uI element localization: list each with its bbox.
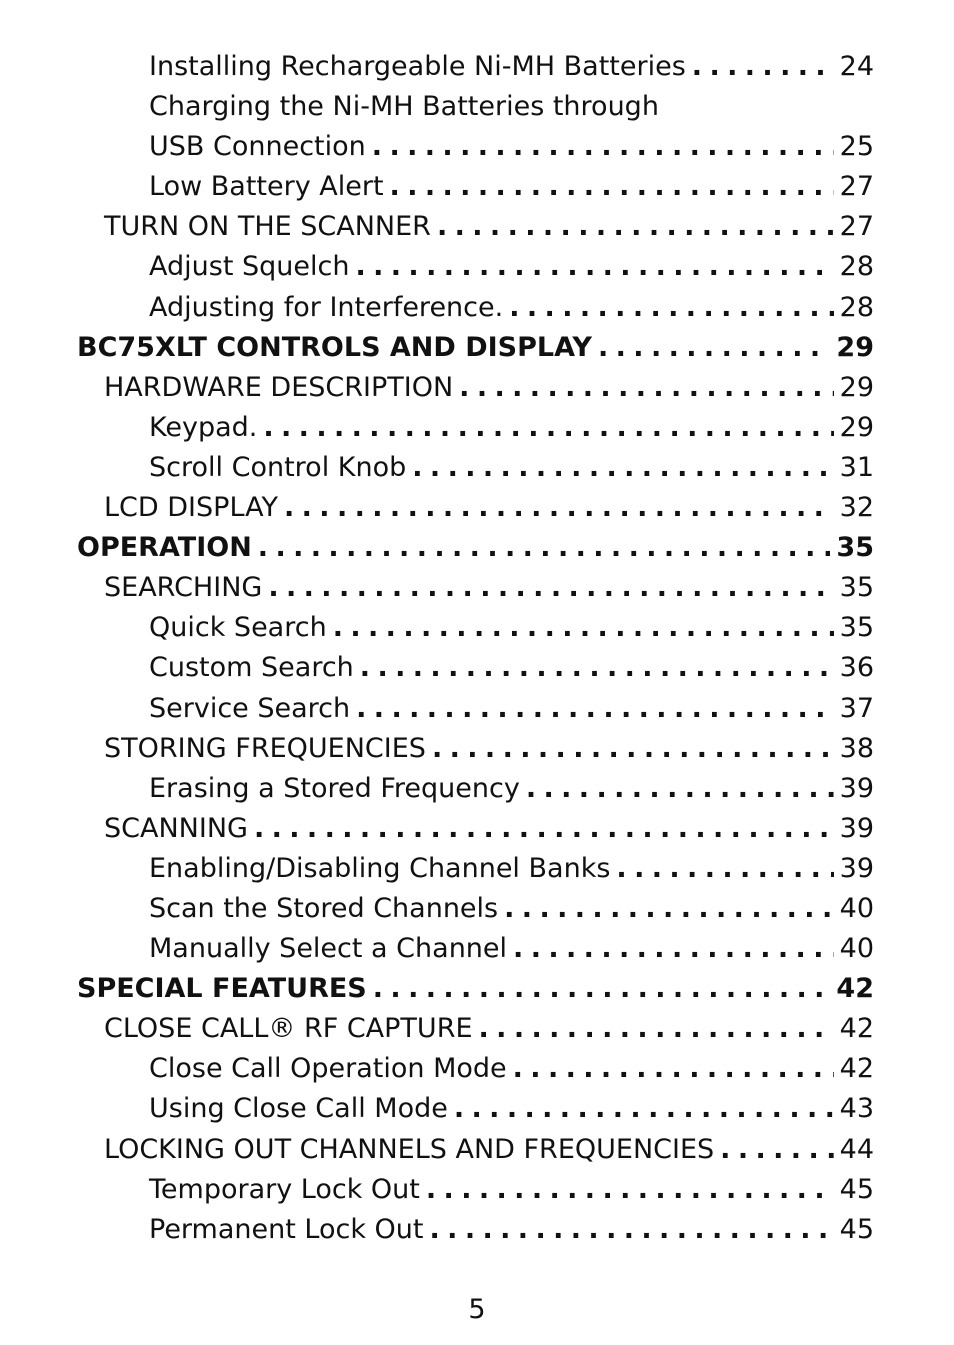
toc-entry-page: 25 bbox=[839, 131, 874, 163]
toc-dot-leader bbox=[268, 568, 833, 608]
toc-dot-leader bbox=[426, 1170, 834, 1210]
toc-entry[interactable] bbox=[0, 769, 954, 809]
page-number: 5 bbox=[468, 1294, 486, 1325]
toc-entry-title: TURN ON THE SCANNER bbox=[104, 211, 431, 243]
toc-dot-leader bbox=[356, 689, 834, 729]
toc-entry-page: 39 bbox=[839, 852, 874, 884]
toc-entry-page: 36 bbox=[839, 652, 874, 684]
toc-entry-page: 31 bbox=[839, 451, 874, 483]
toc-dot-leader bbox=[504, 889, 834, 929]
toc-entry-page: 35 bbox=[839, 612, 874, 644]
toc-entry[interactable] bbox=[0, 568, 954, 608]
toc-entry[interactable] bbox=[0, 1210, 954, 1250]
toc-dot-leader bbox=[333, 608, 834, 648]
toc-entry-title: CLOSE CALL® RF CAPTURE bbox=[104, 1013, 473, 1045]
toc-dot-leader bbox=[526, 769, 834, 809]
toc-entry[interactable] bbox=[0, 448, 954, 488]
toc-entry-page: 42 bbox=[836, 973, 874, 1005]
toc-entry-title: Charging the Ni-MH Batteries through bbox=[149, 91, 659, 123]
toc-dot-leader bbox=[373, 969, 831, 1009]
toc-entry[interactable] bbox=[0, 328, 954, 368]
toc-entry-title: Using Close Call Mode bbox=[149, 1093, 448, 1125]
toc-entry-page: 24 bbox=[839, 51, 874, 82]
toc-entry[interactable] bbox=[0, 1049, 954, 1089]
toc-entry[interactable] bbox=[0, 1009, 954, 1049]
toc-dot-leader bbox=[263, 408, 833, 448]
toc-entry-page: 27 bbox=[839, 171, 874, 203]
toc-entry-page: 45 bbox=[839, 1173, 874, 1205]
toc-entry[interactable] bbox=[0, 87, 954, 127]
toc-entry-page: 29 bbox=[839, 371, 874, 403]
toc-dot-leader bbox=[459, 368, 833, 408]
toc-entry-page: 28 bbox=[839, 291, 874, 323]
toc-entry[interactable] bbox=[0, 207, 954, 247]
toc-dot-leader bbox=[513, 1049, 834, 1089]
toc-dot-leader bbox=[432, 729, 834, 769]
toc-entry-page: 35 bbox=[836, 532, 874, 564]
toc-entry-title: LCD DISPLAY bbox=[104, 492, 278, 524]
toc-entry[interactable] bbox=[0, 729, 954, 769]
toc-dot-leader bbox=[509, 288, 833, 328]
toc-entry[interactable] bbox=[0, 969, 954, 1009]
toc-entry-title: Close Call Operation Mode bbox=[149, 1053, 507, 1085]
toc-dot-leader bbox=[598, 328, 830, 368]
toc-entry[interactable] bbox=[0, 809, 954, 849]
toc-entry-page: 32 bbox=[839, 492, 874, 524]
toc-entry-page: 42 bbox=[839, 1013, 874, 1045]
toc-entry-title: BC75XLT CONTROLS AND DISPLAY bbox=[77, 331, 592, 363]
toc-entry-page: 29 bbox=[836, 331, 874, 363]
toc-dot-leader bbox=[254, 809, 834, 849]
toc-entry-title: SCANNING bbox=[104, 812, 248, 844]
toc-entry-page: 45 bbox=[839, 1213, 874, 1245]
toc-entry-page: 38 bbox=[839, 732, 874, 764]
toc-entry-page: 40 bbox=[839, 933, 874, 965]
toc-entry[interactable] bbox=[0, 1130, 954, 1170]
toc-dot-leader bbox=[430, 1210, 834, 1250]
toc-dot-leader bbox=[454, 1089, 834, 1129]
toc-dot-leader bbox=[372, 127, 834, 167]
toc-entry-title: Service Search bbox=[149, 692, 351, 724]
toc-entry-title: USB Connection bbox=[149, 131, 366, 163]
toc-entry-title: STORING FREQUENCIES bbox=[104, 732, 426, 764]
toc-entry[interactable] bbox=[0, 288, 954, 328]
toc-dot-leader bbox=[258, 528, 831, 568]
toc-entry[interactable] bbox=[0, 689, 954, 729]
toc-entry-title: HARDWARE DESCRIPTION bbox=[104, 371, 454, 403]
toc-entry-page: 42 bbox=[839, 1053, 874, 1085]
toc-entry[interactable] bbox=[0, 1089, 954, 1129]
toc-entry-page: 29 bbox=[839, 411, 874, 443]
toc-entry[interactable] bbox=[0, 47, 954, 87]
toc-dot-leader bbox=[284, 488, 834, 528]
toc-entry[interactable] bbox=[0, 648, 954, 688]
toc-entry-title: Adjusting for Interference. bbox=[149, 291, 504, 323]
toc-entry-title: Scan the Stored Channels bbox=[149, 892, 499, 924]
toc-entry-page: 44 bbox=[839, 1133, 874, 1165]
toc-entry-page: 27 bbox=[839, 211, 874, 243]
toc-entry-title: SEARCHING bbox=[104, 572, 263, 604]
toc-entry-title: Custom Search bbox=[149, 652, 354, 684]
toc-entry-title: Adjust Squelch bbox=[149, 251, 350, 283]
toc-entry-title: Enabling/Disabling Channel Banks bbox=[149, 852, 611, 884]
toc-entry[interactable] bbox=[0, 247, 954, 287]
toc-entry-page: 39 bbox=[839, 772, 874, 804]
toc-entry-page: 35 bbox=[839, 572, 874, 604]
toc-entry[interactable] bbox=[0, 408, 954, 448]
toc-dot-leader bbox=[412, 448, 833, 488]
toc-entry-title: Permanent Lock Out bbox=[149, 1213, 424, 1245]
toc-entry[interactable] bbox=[0, 889, 954, 929]
toc-dot-leader bbox=[360, 648, 834, 688]
toc-entry-title: Temporary Lock Out bbox=[149, 1173, 420, 1205]
toc-dot-leader bbox=[355, 247, 833, 287]
toc-dot-leader bbox=[616, 849, 833, 889]
toc-dot-leader bbox=[513, 929, 834, 969]
toc-entry[interactable] bbox=[0, 167, 954, 207]
toc-entry-title: Low Battery Alert bbox=[149, 171, 384, 203]
toc-entry-title: Scroll Control Knob bbox=[149, 451, 407, 483]
toc-entry[interactable] bbox=[0, 368, 954, 408]
toc-entry[interactable] bbox=[0, 1170, 954, 1210]
toc-entry-title: Erasing a Stored Frequency bbox=[149, 772, 520, 804]
toc-entry[interactable] bbox=[0, 528, 954, 568]
toc-dot-leader bbox=[437, 207, 834, 247]
toc-dot-leader bbox=[720, 1130, 833, 1170]
toc-entry-page: 37 bbox=[839, 692, 874, 724]
toc-entry-page: 43 bbox=[839, 1093, 874, 1125]
toc-entry-title: Keypad. bbox=[149, 411, 258, 443]
toc-entry-title: SPECIAL FEATURES bbox=[77, 973, 367, 1005]
toc-entry[interactable] bbox=[0, 929, 954, 969]
toc-dot-leader bbox=[390, 167, 834, 207]
toc-entry-title: Installing Rechargeable Ni-MH Batteries bbox=[149, 51, 686, 82]
toc-dot-leader bbox=[479, 1009, 834, 1049]
toc-entry-title: OPERATION bbox=[77, 532, 252, 564]
toc-entry-page: 40 bbox=[839, 892, 874, 924]
toc-dot-leader bbox=[692, 47, 834, 87]
toc-entry-page: 28 bbox=[839, 251, 874, 283]
toc-entry[interactable] bbox=[0, 608, 954, 648]
toc-entry[interactable] bbox=[0, 127, 954, 167]
toc-entry[interactable] bbox=[0, 488, 954, 528]
toc-entry-page: 39 bbox=[839, 812, 874, 844]
toc-entry[interactable] bbox=[0, 849, 954, 889]
toc-entry-title: Manually Select a Channel bbox=[149, 933, 508, 965]
toc-entry-title: LOCKING OUT CHANNELS AND FREQUENCIES bbox=[104, 1133, 715, 1165]
toc-entry-title: Quick Search bbox=[149, 612, 327, 644]
table-of-contents bbox=[0, 47, 954, 1250]
